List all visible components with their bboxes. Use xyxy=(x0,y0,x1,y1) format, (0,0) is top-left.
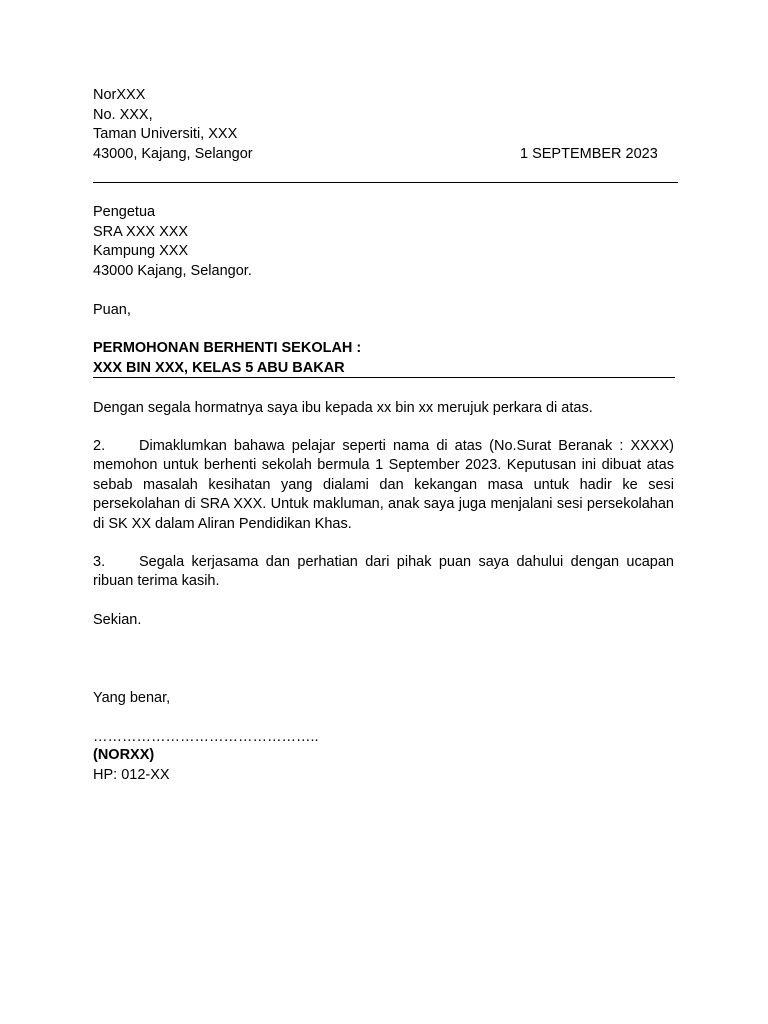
subject-line-2: XXX BIN XXX, KELAS 5 ABU BAKAR xyxy=(93,359,345,376)
paragraph-3-number: 3. xyxy=(93,553,106,570)
recipient-title: Pengetua xyxy=(93,204,156,220)
recipient-line-3: 43000 Kajang, Selangor. xyxy=(93,262,252,279)
sender-address-line-1: No. XXX, xyxy=(93,106,153,123)
header-divider xyxy=(93,182,678,183)
closing: Sekian. xyxy=(93,611,142,628)
sender-address-line-2: Taman Universiti, XXX xyxy=(93,126,238,142)
sender-address-line-3: 43000, Kajang, Selangor xyxy=(93,145,253,162)
signature-line: ……………………………………….. xyxy=(93,728,319,745)
subject-underline xyxy=(93,377,675,378)
paragraph-2 xyxy=(93,437,674,535)
paragraph-3 xyxy=(93,553,674,592)
recipient-line-2: Kampung XXX xyxy=(93,243,189,259)
signoff: Yang benar, xyxy=(93,689,171,706)
signer-phone: HP: 012-XX xyxy=(93,766,170,783)
recipient-line-1: SRA XXX XXX xyxy=(93,223,189,240)
subject-line-1: PERMOHONAN BERHENTI SEKOLAH : xyxy=(93,340,362,356)
paragraph-3-text: Segala kerjasama dan perhatian dari pihak puan saya dahului dengan ucapan ribuan terima kasih. xyxy=(93,553,674,589)
paragraph-1: Dengan segala hormatnya saya ibu kepada xx bin xx merujuk perkara di atas. xyxy=(93,399,593,416)
salutation: Puan, xyxy=(93,301,131,318)
signer-name: (NORXX) xyxy=(93,747,155,763)
paragraph-2-text: Dimaklumkan bahawa pelajar seperti nama di atas (No.Surat Beranak : XXXX) memohon untuk berhenti sekolah bermula 1 September 2023. Keputusan ini dibuat atas sebab masalah kesihatan yang dialami dan kekangan masa untuk hadir ke sesi persekolahan di SRA XXX. Untuk makluman, anak saya juga menjalani sesi persekolahan di SK XX dalam Aliran Pendidikan Khas. xyxy=(93,437,674,532)
paragraph-2-number: 2. xyxy=(93,437,106,454)
letter-date: 1 SEPTEMBER 2023 xyxy=(520,145,658,162)
sender-name: NorXXX xyxy=(93,87,146,103)
